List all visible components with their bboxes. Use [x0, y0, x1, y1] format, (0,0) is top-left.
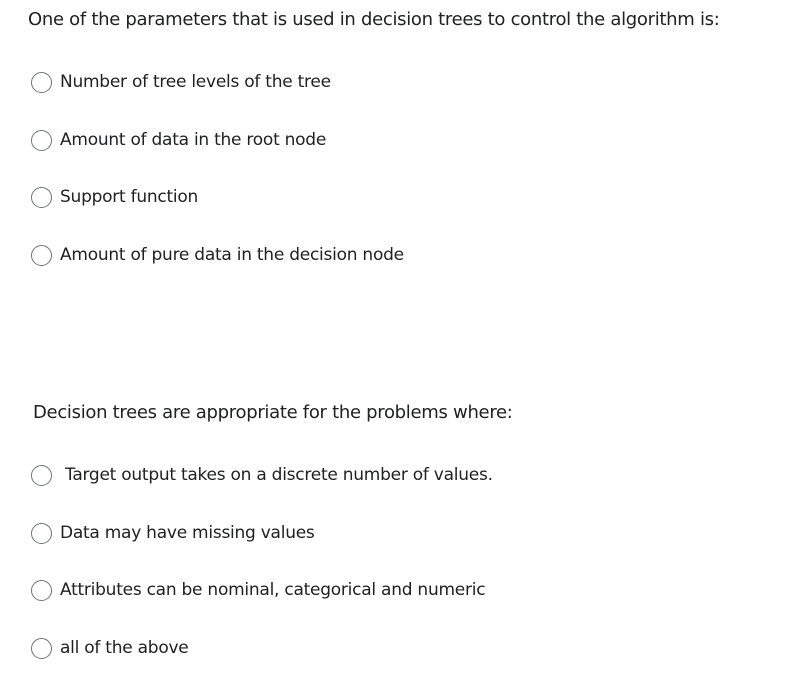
option-label: all of the above — [60, 638, 189, 658]
option-label: Amount of data in the root node — [60, 130, 327, 150]
radio-unchecked-icon[interactable] — [31, 130, 52, 151]
question-2-option-4[interactable] — [31, 635, 189, 661]
question-2-text: Decision trees are appropriate for the problems where: — [33, 402, 513, 423]
radio-unchecked-icon[interactable] — [31, 580, 52, 601]
option-label: Support function — [60, 187, 199, 207]
question-2-option-1[interactable] — [31, 462, 493, 488]
question-1-option-2[interactable] — [31, 127, 326, 153]
radio-unchecked-icon[interactable] — [31, 245, 52, 266]
radio-unchecked-icon[interactable] — [31, 187, 52, 208]
radio-unchecked-icon[interactable] — [31, 465, 52, 486]
question-1-option-4[interactable] — [31, 242, 404, 268]
question-2-option-3[interactable] — [31, 577, 485, 603]
radio-unchecked-icon[interactable] — [31, 72, 52, 93]
option-label: Number of tree levels of the tree — [60, 72, 331, 92]
option-label: Target output takes on a discrete number of values. — [65, 465, 493, 485]
option-label: Amount of pure data in the decision node — [60, 245, 404, 265]
question-1-option-3[interactable] — [31, 184, 198, 210]
option-label: Data may have missing values — [60, 523, 315, 543]
radio-unchecked-icon[interactable] — [31, 638, 52, 659]
question-1-option-1[interactable] — [31, 69, 331, 95]
question-1-text: One of the parameters that is used in decision trees to control the algorithm is: — [28, 9, 720, 30]
radio-unchecked-icon[interactable] — [31, 523, 52, 544]
option-label: Attributes can be nominal, categorical and numeric — [60, 580, 486, 600]
question-2-option-2[interactable] — [31, 520, 315, 546]
